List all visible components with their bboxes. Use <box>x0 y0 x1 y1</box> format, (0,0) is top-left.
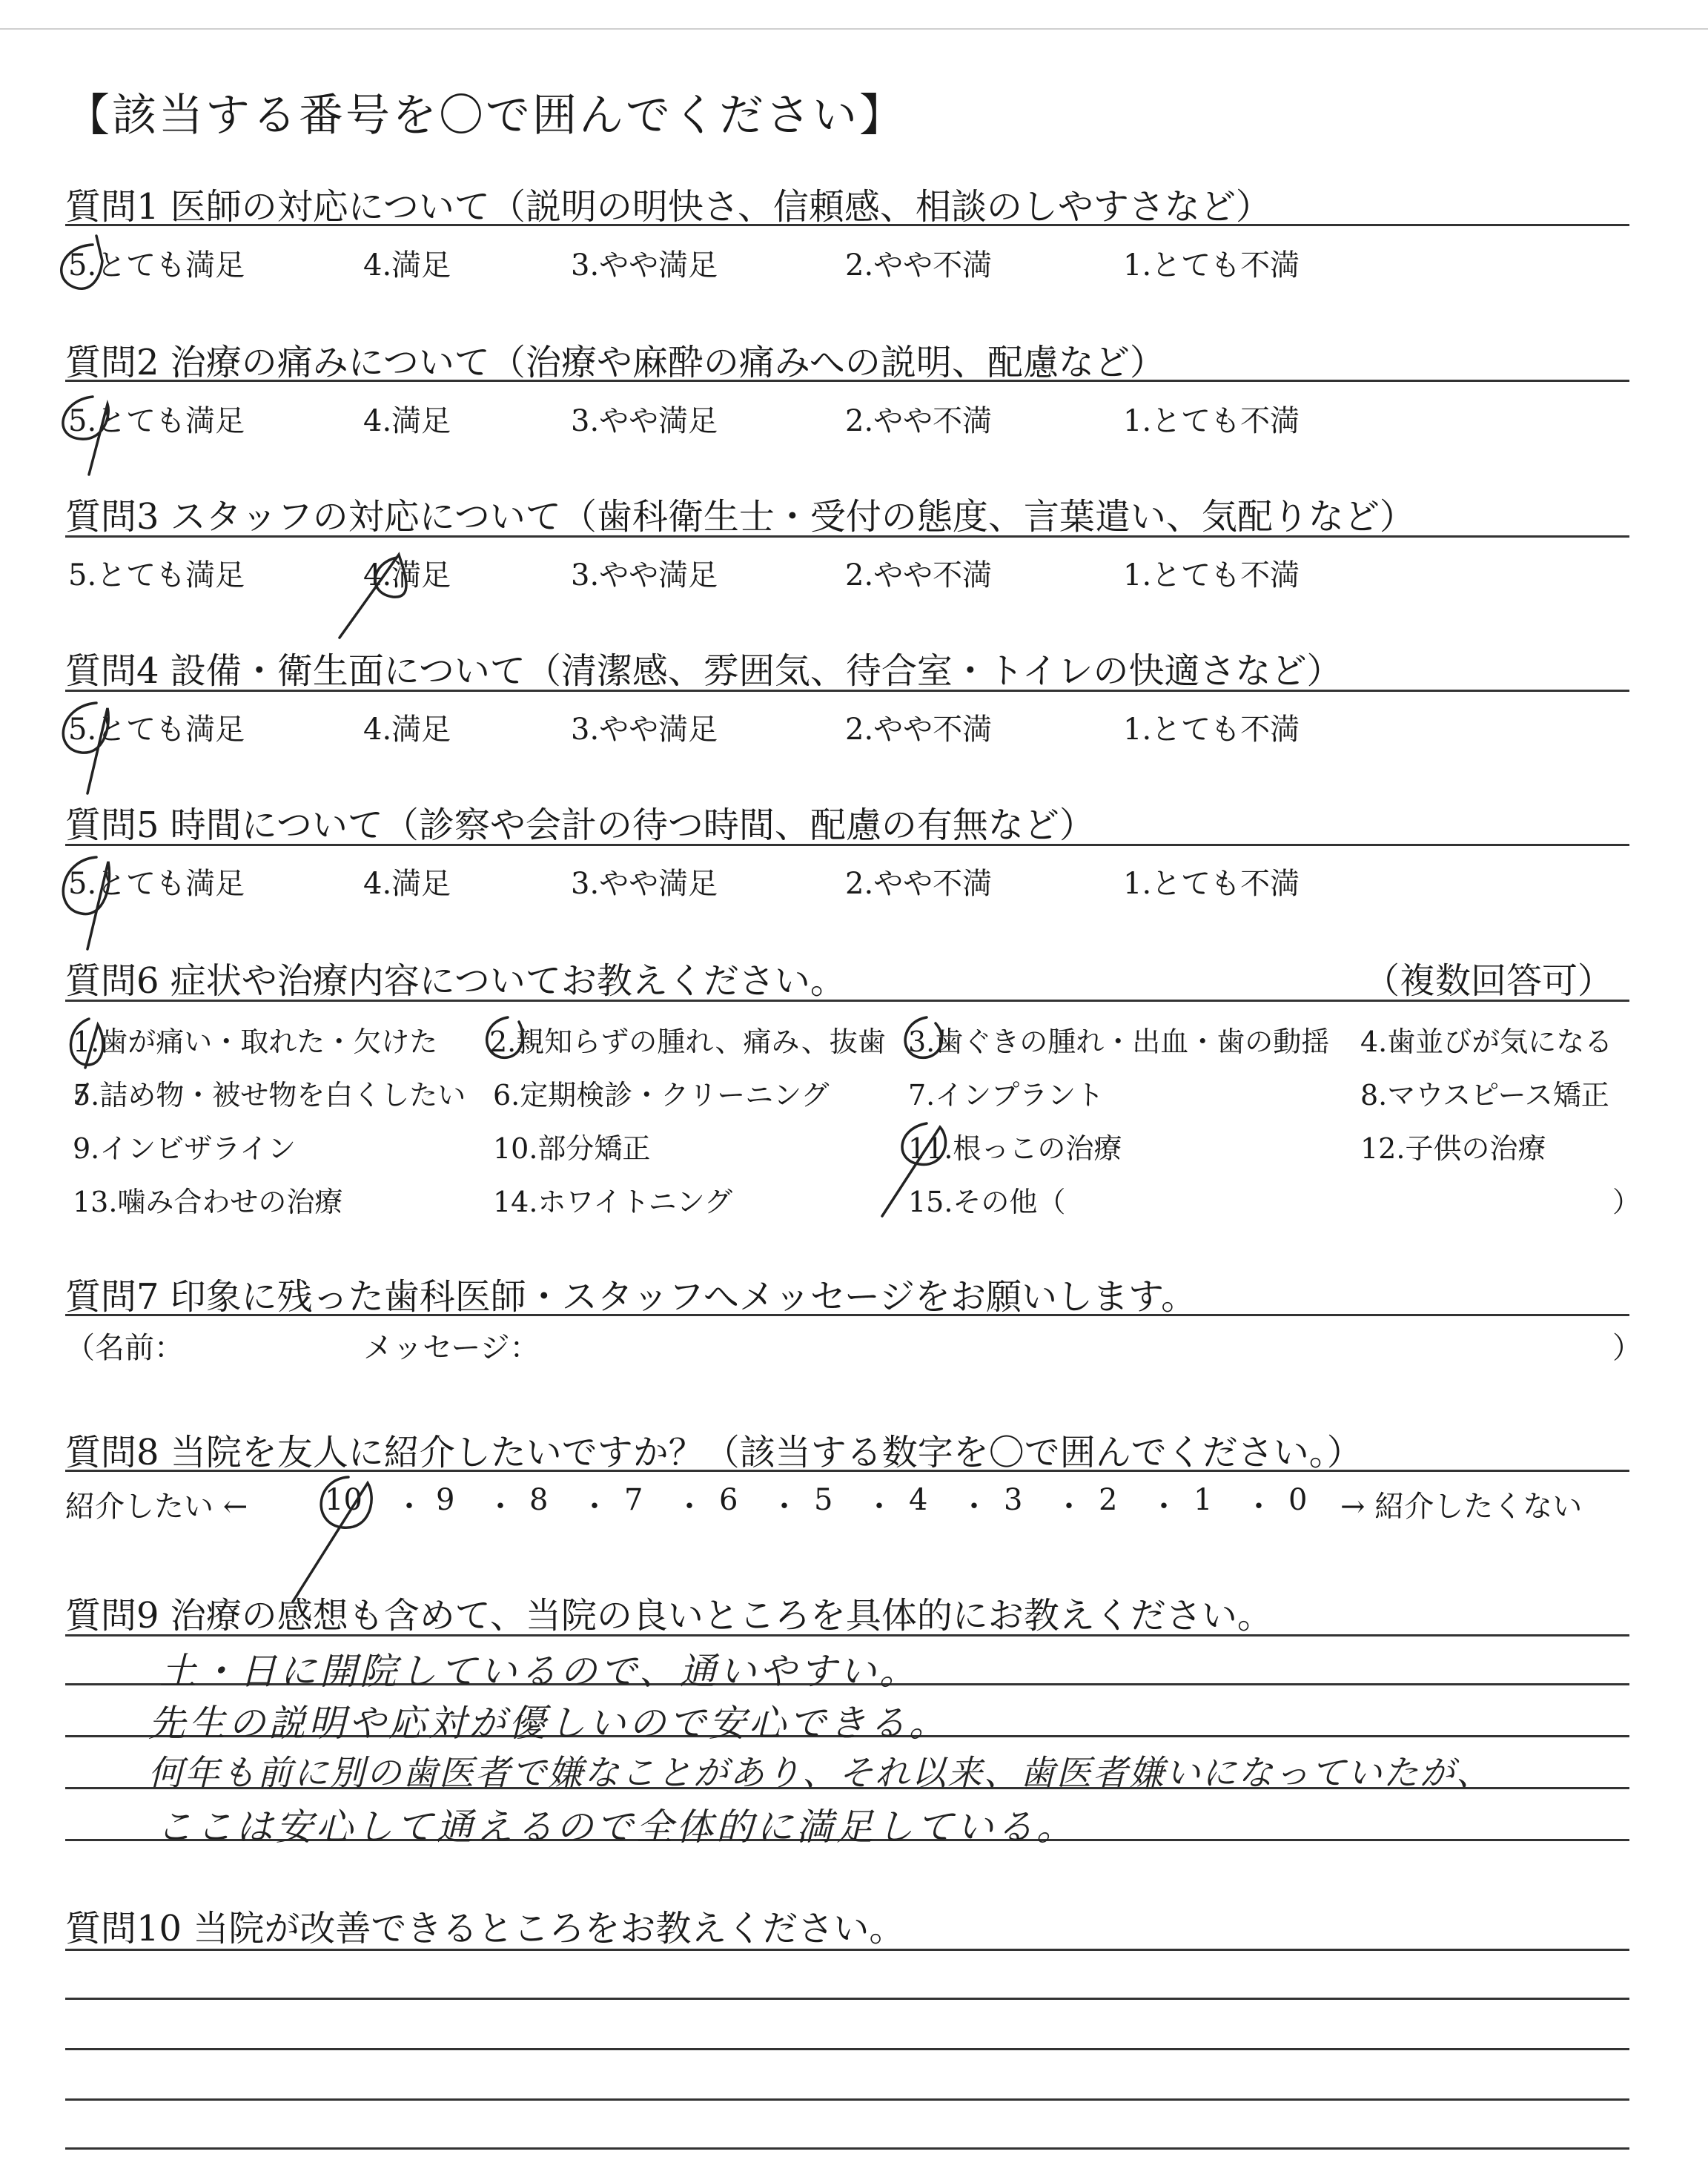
q6-item-10[interactable]: 10.部分矯正 <box>493 1132 651 1165</box>
q1-option-1[interactable]: 1.とても不満 <box>1123 248 1300 283</box>
q7-close: ） <box>1612 1331 1642 1365</box>
q8-value-5[interactable]: 5 <box>814 1483 833 1517</box>
q8-dot: ・ <box>1244 1490 1274 1524</box>
question-8-rule <box>65 1470 1629 1472</box>
q8-left-label: 紹介したい ← <box>65 1490 248 1524</box>
question-3-rule <box>65 535 1629 538</box>
q7-name-label: （名前： <box>65 1331 184 1365</box>
q9-answer-line-4: ここは安心して通えるので全体的に満足している。 <box>156 1806 1076 1849</box>
q8-dot: ・ <box>675 1490 704 1524</box>
q2-option-5[interactable]: 5.とても満足 <box>68 404 245 438</box>
q1-option-3[interactable]: 3.やや満足 <box>571 248 718 283</box>
q6-item-11[interactable]: 11.根っこの治療 <box>908 1132 1122 1165</box>
question-5-title: 質問5 時間について（診察や会計の待つ時間、配慮の有無など） <box>65 805 1095 846</box>
q8-dot: ・ <box>959 1490 989 1524</box>
q1-option-4[interactable]: 4.満足 <box>363 248 451 283</box>
q6-item-8[interactable]: 8.マウスピース矯正 <box>1360 1079 1609 1112</box>
q6-item-1[interactable]: 1.歯が痛い・取れた・欠けた <box>73 1025 438 1058</box>
q9-answer-line-2: 先生の説明や応対が優しいので安心できる。 <box>148 1702 949 1745</box>
q8-value-2[interactable]: 2 <box>1099 1483 1118 1517</box>
question-10-title: 質問10 当院が改善できるところをお教えください。 <box>65 1908 905 1949</box>
q6-item-2[interactable]: 2.親知らずの腫れ、痛み、抜歯 <box>489 1025 886 1058</box>
question-8-title: 質問8 当院を友人に紹介したいですか？（該当する数字を〇で囲んでください。） <box>65 1432 1363 1473</box>
q4-option-1[interactable]: 1.とても不満 <box>1123 713 1300 747</box>
page-top-edge <box>0 28 1708 30</box>
question-7-rule <box>65 1314 1629 1316</box>
q6-item-5[interactable]: 5.詰め物・被せ物を白くしたい <box>73 1079 466 1112</box>
question-6-rule <box>65 1000 1629 1002</box>
q6-item-9[interactable]: 9.インビザライン <box>73 1132 297 1165</box>
q8-value-6[interactable]: 6 <box>719 1483 738 1517</box>
q10-answer-line-rule[interactable] <box>65 1998 1629 2000</box>
q8-value-10[interactable]: 10 <box>325 1483 363 1517</box>
question-6-title: 質問6 症状や治療内容についてお教えください。 <box>65 960 846 1002</box>
question-2-rule <box>65 380 1629 382</box>
question-6-note: （複数回答可） <box>1364 960 1614 1002</box>
q8-value-3[interactable]: 3 <box>1004 1483 1023 1517</box>
q5-option-3[interactable]: 3.やや満足 <box>571 867 718 901</box>
q6-item-3[interactable]: 3.歯ぐきの腫れ・出血・歯の動揺 <box>908 1025 1330 1058</box>
q8-dot: ・ <box>580 1490 609 1524</box>
q8-value-4[interactable]: 4 <box>909 1483 928 1517</box>
question-7-title: 質問7 印象に残った歯科医師・スタッフへメッセージをお願いします。 <box>65 1276 1197 1318</box>
question-3-title: 質問3 スタッフの対応について（歯科衛生士・受付の態度、言葉遣い、気配りなど） <box>65 496 1415 538</box>
q10-answer-line-rule[interactable] <box>65 2098 1629 2101</box>
q4-option-2[interactable]: 2.やや不満 <box>845 713 993 747</box>
q4-option-5[interactable]: 5.とても満足 <box>68 713 245 747</box>
question-2-title: 質問2 治療の痛みについて（治療や麻酔の痛みへの説明、配慮など） <box>65 342 1165 383</box>
q8-dot: ・ <box>1149 1490 1179 1524</box>
q2-option-3[interactable]: 3.やや満足 <box>571 404 718 438</box>
q5-option-2[interactable]: 2.やや不満 <box>845 867 993 901</box>
q4-option-4[interactable]: 4.満足 <box>363 713 451 747</box>
q2-option-4[interactable]: 4.満足 <box>363 404 451 438</box>
q6-item-12[interactable]: 12.子供の治療 <box>1360 1132 1546 1165</box>
q6-item-4[interactable]: 4.歯並びが気になる <box>1360 1025 1613 1058</box>
q3-option-1[interactable]: 1.とても不満 <box>1123 558 1300 592</box>
q6-item-6[interactable]: 6.定期検診・クリーニング <box>493 1079 830 1112</box>
q2-option-2[interactable]: 2.やや不満 <box>845 404 993 438</box>
q1-option-5[interactable]: 5.とても満足 <box>68 248 245 283</box>
q6-item-13[interactable]: 13.噛み合わせの治療 <box>73 1186 343 1218</box>
q3-option-5[interactable]: 5.とても満足 <box>68 558 245 592</box>
q8-dot: ・ <box>864 1490 894 1524</box>
q8-value-9[interactable]: 9 <box>436 1483 455 1517</box>
q6-item-15-close: ） <box>1612 1186 1641 1218</box>
q9-answer-line-1: 土・日に開院しているので、通いやすい。 <box>159 1650 919 1693</box>
q1-option-2[interactable]: 2.やや不満 <box>845 248 993 283</box>
q7-message-label: メッセージ： <box>363 1331 540 1365</box>
q5-option-1[interactable]: 1.とても不満 <box>1123 867 1300 901</box>
q3-option-2[interactable]: 2.やや不満 <box>845 558 993 592</box>
question-1-title: 質問1 医師の対応について（説明の明快さ、信頼感、相談のしやすさなど） <box>65 186 1271 228</box>
q5-option-4[interactable]: 4.満足 <box>363 867 451 901</box>
question-10-rule[interactable] <box>65 1949 1629 1951</box>
q8-value-7[interactable]: 7 <box>624 1483 643 1517</box>
q10-answer-line-rule[interactable] <box>65 2048 1629 2050</box>
q3-option-4[interactable]: 4.満足 <box>363 558 451 592</box>
q6-item-7[interactable]: 7.インプラント <box>908 1079 1105 1112</box>
instruction-heading: 【該当する番号を〇で囲んでください】 <box>65 90 906 142</box>
q4-option-3[interactable]: 3.やや満足 <box>571 713 718 747</box>
question-4-title: 質問4 設備・衛生面について（清潔感、雰囲気、待合室・トイレの快適さなど） <box>65 650 1343 692</box>
q5-option-5[interactable]: 5.とても満足 <box>68 867 245 901</box>
question-9-rule <box>65 1634 1629 1636</box>
question-1-rule <box>65 224 1629 226</box>
q8-value-0[interactable]: 0 <box>1288 1483 1308 1517</box>
question-9-title: 質問9 治療の感想も含めて、当院の良いところを具体的にお教えください。 <box>65 1595 1273 1636</box>
q8-value-1[interactable]: 1 <box>1194 1483 1213 1517</box>
question-4-rule <box>65 690 1629 692</box>
q10-answer-line-rule[interactable] <box>65 2147 1629 2150</box>
q8-dot: ・ <box>769 1490 799 1524</box>
q8-dot: ・ <box>394 1490 424 1524</box>
q6-item-15[interactable]: 15.その他（ <box>908 1186 1066 1218</box>
q2-option-1[interactable]: 1.とても不満 <box>1123 404 1300 438</box>
q8-dot: ・ <box>1054 1490 1084 1524</box>
q8-value-8[interactable]: 8 <box>529 1483 549 1517</box>
q6-item-14[interactable]: 14.ホワイトニング <box>493 1186 733 1218</box>
question-5-rule <box>65 844 1629 846</box>
q9-answer-line-3: 何年も前に別の歯医者で嫌なことがあり、それ以来、歯医者嫌いになっていたが、 <box>148 1753 1492 1794</box>
q8-right-label: → 紹介したくない <box>1340 1490 1583 1524</box>
q3-option-3[interactable]: 3.やや満足 <box>571 558 718 592</box>
q8-dot: ・ <box>486 1490 515 1524</box>
